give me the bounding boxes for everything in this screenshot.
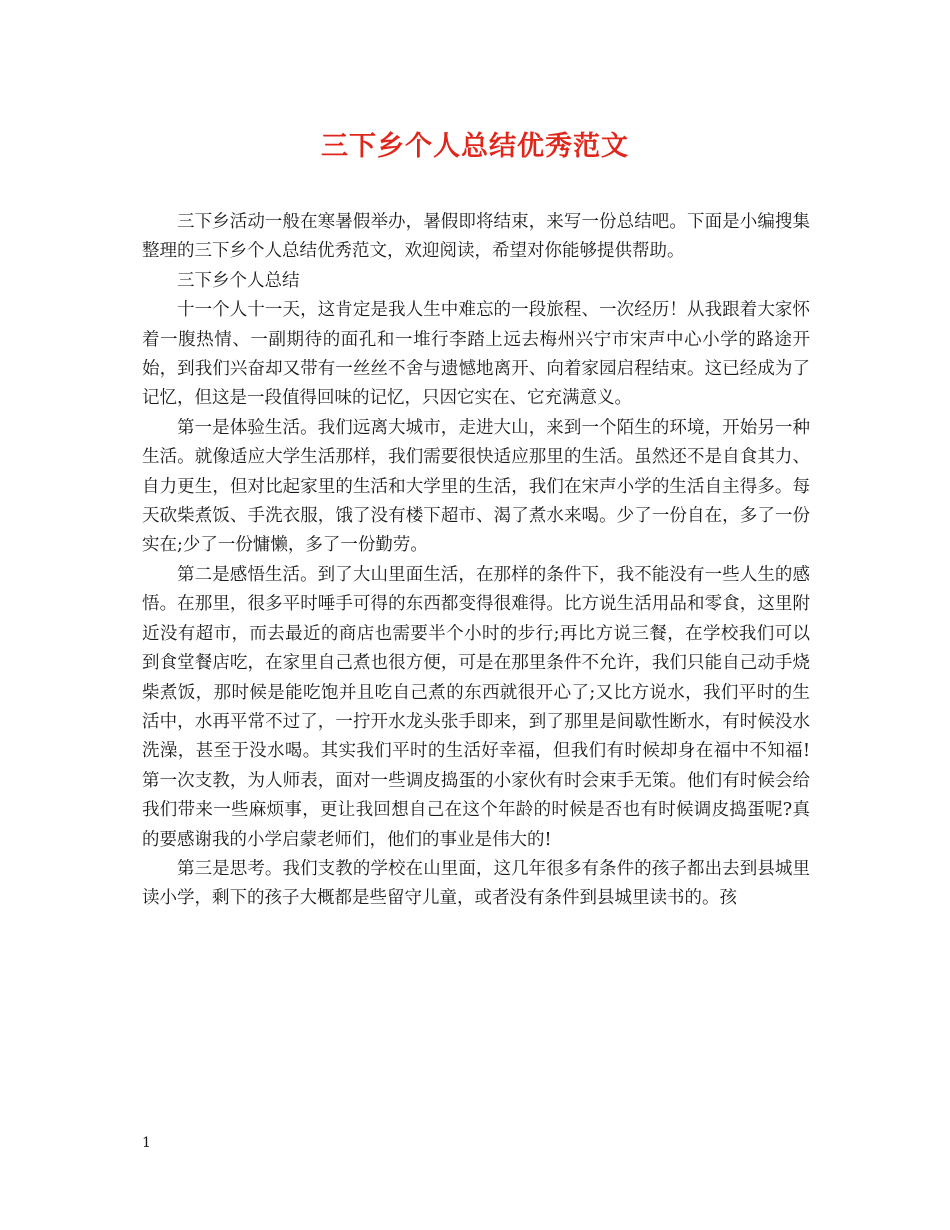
document-title: 三下乡个人总结优秀范文	[321, 131, 629, 162]
body-paragraph: 第二是感悟生活。到了大山里面生活，在那样的条件下，我不能没有一些人生的感悟。在那里，很多平时唾手可得的东西都变得很难得。比方说生活用品和零食，这里附近没有超市，而去最近的商店也需要半个小时的步行;再比方说三餐，在学校我们可以到食堂餐店吃，在家里自己煮也很方便，可是在那里条件不允许，我们只能自己动手烧柴煮饭，那时候是能吃饱并且吃自己煮的东西就很开心了;又比方说水，我们平时的生活中，水再平常不过了，一拧开水龙头张手即来，到了那里是间歇性断水，有时候没水洗澡，甚至于没水喝。其实我们平时的生活好幸福，但我们有时候却身在福中不知福!第一次支教，为人师表，面对一些调皮捣蛋的小家伙有时会束手无策。他们有时候会给我们带来一些麻烦事，更让我回想自己在这个年龄的时候是否也有时候调皮捣蛋呢?真的要感谢我的小学启蒙老师们，他们的事业是伟大的!	[142, 564, 810, 850]
document-body	[142, 208, 810, 914]
intro-paragraph: 三下乡活动一般在寒暑假举办，暑假即将结束，来写一份总结吧。下面是小编搜集整理的三下乡个人总结优秀范文，欢迎阅读，希望对你能够提供帮助。	[142, 212, 810, 262]
body-paragraph: 十一个人十一天，这肯定是我人生中难忘的一段旅程、一次经历！从我跟着大家怀着一腹热情、一副期待的面孔和一堆行李踏上远去梅州兴宁市宋声中心小学的路途开始，到我们兴奋却又带有一丝丝不舍与遗憾地离开、向着家园启程结束。这已经成为了记忆，但这是一段值得回味的记忆，只因它实在、它充满意义。	[142, 300, 810, 409]
page-number: 1	[142, 1135, 151, 1151]
body-paragraph: 第一是体验生活。我们远离大城市，走进大山，来到一个陌生的环境，开始另一种生活。就像适应大学生活那样，我们需要很快适应那里的生活。虽然还不是自食其力、自力更生，但对比起家里的生活和大学里的生活，我们在宋声小学的生活自主得多。每天砍柴煮饭、手洗衣服，饿了没有楼下超市、渴了煮水来喝。少了一份自在，多了一份实在;少了一份慵懒，多了一份勤劳。	[142, 417, 810, 556]
section-heading: 三下乡个人总结	[177, 270, 300, 291]
body-paragraph: 第三是思考。我们支教的学校在山里面，这几年很多有条件的孩子都出去到县城里读小学，剩下的孩子大概都是些留守儿童，或者没有条件到县城里读书的。孩	[142, 858, 810, 909]
